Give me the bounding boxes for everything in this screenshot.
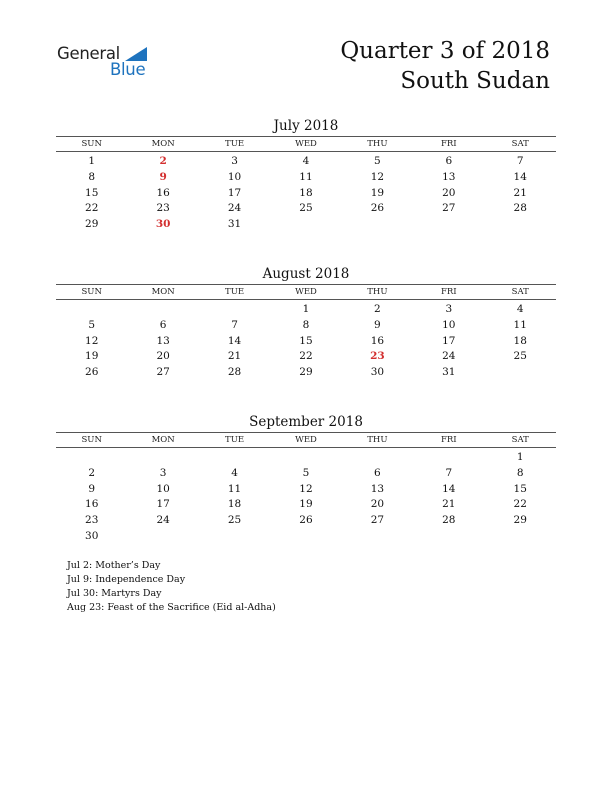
day-cell: 19 bbox=[85, 350, 99, 363]
weekday-label: FRI bbox=[440, 139, 457, 149]
month-july bbox=[56, 116, 556, 233]
day-cell: 15 bbox=[513, 482, 527, 495]
holiday-notes bbox=[67, 559, 276, 615]
weekday-label: MON bbox=[151, 287, 175, 297]
day-cell: 19 bbox=[299, 498, 313, 511]
day-cell bbox=[270, 217, 341, 233]
weekday-label: SAT bbox=[511, 435, 529, 445]
day-cell: 12 bbox=[85, 334, 99, 347]
weekday-label: SUN bbox=[81, 435, 102, 445]
day-cell: 28 bbox=[442, 514, 456, 527]
weekday-label: WED bbox=[295, 287, 317, 297]
day-cell: 6 bbox=[445, 155, 453, 167]
week-row bbox=[56, 529, 556, 545]
day-cell bbox=[342, 450, 413, 466]
day-cell bbox=[485, 217, 556, 233]
logo-text-blue: Blue bbox=[110, 60, 146, 79]
day-cell: 24 bbox=[227, 202, 242, 215]
day-cell bbox=[127, 450, 198, 466]
day-cell: 1 bbox=[302, 303, 310, 315]
day-cell: 4 bbox=[516, 303, 524, 315]
day-cell: 20 bbox=[442, 186, 456, 199]
week-row bbox=[56, 349, 556, 365]
week-row bbox=[56, 466, 556, 482]
day-cell: 18 bbox=[513, 334, 527, 347]
day-cell: 12 bbox=[299, 482, 313, 495]
day-cell: 21 bbox=[442, 498, 456, 511]
day-cell: 9 bbox=[88, 482, 96, 495]
day-cell: 24 bbox=[156, 514, 170, 527]
day-cell bbox=[485, 529, 556, 545]
day-cell: 17 bbox=[156, 498, 170, 511]
day-cell: 31 bbox=[442, 366, 456, 379]
day-cell: 31 bbox=[227, 218, 242, 231]
day-cell: 25 bbox=[227, 514, 242, 527]
holiday-note: Aug 23: Feast of the Sacrifice (Eid al-Adha) bbox=[67, 602, 276, 613]
week-row bbox=[56, 365, 556, 381]
day-cell: 23 bbox=[85, 514, 99, 527]
day-cell: 8 bbox=[88, 170, 96, 183]
weekday-header bbox=[56, 432, 556, 448]
day-cell bbox=[270, 529, 341, 545]
day-cell: 8 bbox=[302, 318, 310, 331]
day-cell: 26 bbox=[85, 366, 99, 379]
weekday-label: TUE bbox=[225, 435, 245, 445]
weekday-header bbox=[56, 136, 556, 152]
day-cell: 7 bbox=[445, 466, 453, 479]
day-cell: 16 bbox=[156, 186, 170, 199]
day-cell: 13 bbox=[156, 334, 170, 347]
week-row bbox=[56, 497, 556, 513]
week-row bbox=[56, 170, 556, 186]
day-cell: 1 bbox=[516, 451, 524, 463]
day-cell: 15 bbox=[299, 334, 313, 347]
day-cell: 25 bbox=[513, 350, 527, 363]
weekday-label: SUN bbox=[81, 139, 102, 149]
day-cell: 8 bbox=[516, 466, 524, 479]
day-cell: 25 bbox=[299, 202, 313, 215]
day-cell: 24 bbox=[442, 350, 456, 363]
page-title bbox=[340, 36, 550, 96]
weekday-label: WED bbox=[295, 139, 317, 149]
day-cell: 5 bbox=[374, 155, 381, 167]
month-september bbox=[56, 412, 556, 545]
day-cell: 22 bbox=[85, 202, 99, 215]
day-cell: 29 bbox=[85, 218, 99, 231]
day-cell: 20 bbox=[156, 350, 170, 363]
day-cell: 30 bbox=[370, 366, 385, 379]
weekday-label: WED bbox=[295, 435, 317, 445]
day-cell: 30 bbox=[85, 529, 99, 542]
holiday-day-cell: 9 bbox=[159, 170, 167, 183]
weekday-label: TUE bbox=[225, 139, 245, 149]
weekday-label: FRI bbox=[440, 435, 457, 445]
month-august bbox=[56, 264, 556, 381]
day-cell: 11 bbox=[299, 170, 313, 183]
day-cell bbox=[413, 450, 484, 466]
day-cell bbox=[270, 450, 341, 466]
title-quarter: Quarter 3 of 2018 bbox=[340, 38, 550, 64]
day-cell bbox=[485, 365, 556, 381]
day-cell bbox=[199, 450, 270, 466]
day-cell: 4 bbox=[231, 466, 238, 479]
day-cell: 1 bbox=[88, 155, 96, 167]
day-cell: 11 bbox=[227, 482, 242, 495]
day-cell: 29 bbox=[513, 514, 527, 527]
weekday-label: SUN bbox=[81, 287, 102, 297]
logo bbox=[57, 44, 167, 84]
week-row bbox=[56, 513, 556, 529]
holiday-day-cell: 30 bbox=[155, 218, 171, 231]
day-cell bbox=[199, 529, 270, 545]
weekday-label: THU bbox=[367, 287, 388, 297]
weekday-label: SAT bbox=[511, 139, 529, 149]
week-row bbox=[56, 482, 556, 498]
day-cell: 15 bbox=[85, 186, 99, 199]
weekday-label: THU bbox=[367, 139, 388, 149]
day-cell: 14 bbox=[442, 482, 456, 495]
day-cell: 17 bbox=[227, 186, 242, 199]
day-cell: 16 bbox=[85, 498, 99, 511]
day-cell: 7 bbox=[231, 318, 238, 331]
day-cell bbox=[56, 302, 127, 318]
weekday-label: THU bbox=[367, 435, 388, 445]
day-cell: 11 bbox=[513, 318, 527, 331]
day-cell: 16 bbox=[370, 334, 385, 347]
day-cell: 6 bbox=[159, 318, 167, 331]
day-cell bbox=[199, 302, 270, 318]
week-row bbox=[56, 186, 556, 202]
holiday-note: Jul 30: Martyrs Day bbox=[67, 588, 162, 599]
day-cell: 13 bbox=[370, 482, 385, 495]
day-cell: 22 bbox=[513, 498, 527, 511]
logo-text-general: General bbox=[57, 44, 120, 63]
weekday-header bbox=[56, 284, 556, 300]
day-cell: 21 bbox=[513, 186, 527, 199]
day-cell: 5 bbox=[302, 466, 310, 479]
weekday-label: MON bbox=[151, 435, 175, 445]
day-cell: 2 bbox=[374, 303, 381, 315]
day-cell: 18 bbox=[299, 186, 313, 199]
day-cell: 5 bbox=[88, 318, 96, 331]
day-cell: 3 bbox=[159, 466, 167, 479]
month-title: August 2018 bbox=[262, 266, 350, 282]
day-cell bbox=[342, 217, 413, 233]
day-cell: 27 bbox=[442, 202, 456, 215]
day-cell: 27 bbox=[156, 366, 170, 379]
weekday-label: SAT bbox=[511, 287, 529, 297]
day-cell: 26 bbox=[370, 202, 385, 215]
week-row bbox=[56, 201, 556, 217]
day-cell: 9 bbox=[374, 318, 381, 331]
day-cell: 10 bbox=[156, 482, 170, 495]
day-cell: 2 bbox=[88, 466, 96, 479]
day-cell: 7 bbox=[516, 155, 524, 167]
day-cell: 23 bbox=[156, 202, 170, 215]
day-cell: 10 bbox=[227, 170, 242, 183]
day-cell: 13 bbox=[442, 170, 456, 183]
logo-triangle-icon bbox=[125, 47, 147, 61]
holiday-day-cell: 23 bbox=[370, 350, 385, 363]
day-cell: 4 bbox=[302, 155, 310, 167]
day-cell: 26 bbox=[299, 514, 313, 527]
week-row bbox=[56, 154, 556, 170]
day-cell bbox=[342, 529, 413, 545]
day-cell: 14 bbox=[513, 170, 527, 183]
month-title: July 2018 bbox=[273, 118, 339, 134]
week-row bbox=[56, 302, 556, 318]
day-cell: 10 bbox=[442, 318, 456, 331]
week-row bbox=[56, 217, 556, 233]
day-cell: 18 bbox=[227, 498, 242, 511]
day-cell: 19 bbox=[370, 186, 385, 199]
weekday-label: MON bbox=[151, 139, 175, 149]
day-cell: 27 bbox=[370, 514, 385, 527]
day-cell bbox=[413, 217, 484, 233]
weekday-label: FRI bbox=[440, 287, 457, 297]
day-cell bbox=[413, 529, 484, 545]
day-cell: 21 bbox=[227, 350, 242, 363]
day-cell: 14 bbox=[227, 334, 242, 347]
day-cell: 6 bbox=[374, 466, 381, 479]
day-cell bbox=[56, 450, 127, 466]
day-cell: 28 bbox=[513, 202, 527, 215]
week-row bbox=[56, 450, 556, 466]
day-cell: 22 bbox=[299, 350, 313, 363]
week-row bbox=[56, 318, 556, 334]
day-cell: 12 bbox=[370, 170, 385, 183]
holiday-note: Jul 9: Independence Day bbox=[67, 574, 186, 585]
title-country: South Sudan bbox=[400, 68, 550, 94]
holiday-note: Jul 2: Mother’s Day bbox=[67, 560, 161, 571]
day-cell: 29 bbox=[299, 366, 313, 379]
day-cell bbox=[127, 302, 198, 318]
day-cell bbox=[127, 529, 198, 545]
day-cell: 3 bbox=[231, 155, 238, 167]
day-cell: 28 bbox=[227, 366, 242, 379]
month-title: September 2018 bbox=[249, 414, 363, 430]
weekday-label: TUE bbox=[225, 287, 245, 297]
holiday-day-cell: 2 bbox=[159, 155, 167, 167]
day-cell: 17 bbox=[442, 334, 456, 347]
day-cell: 20 bbox=[370, 498, 385, 511]
day-cell: 3 bbox=[445, 303, 453, 315]
week-row bbox=[56, 334, 556, 350]
